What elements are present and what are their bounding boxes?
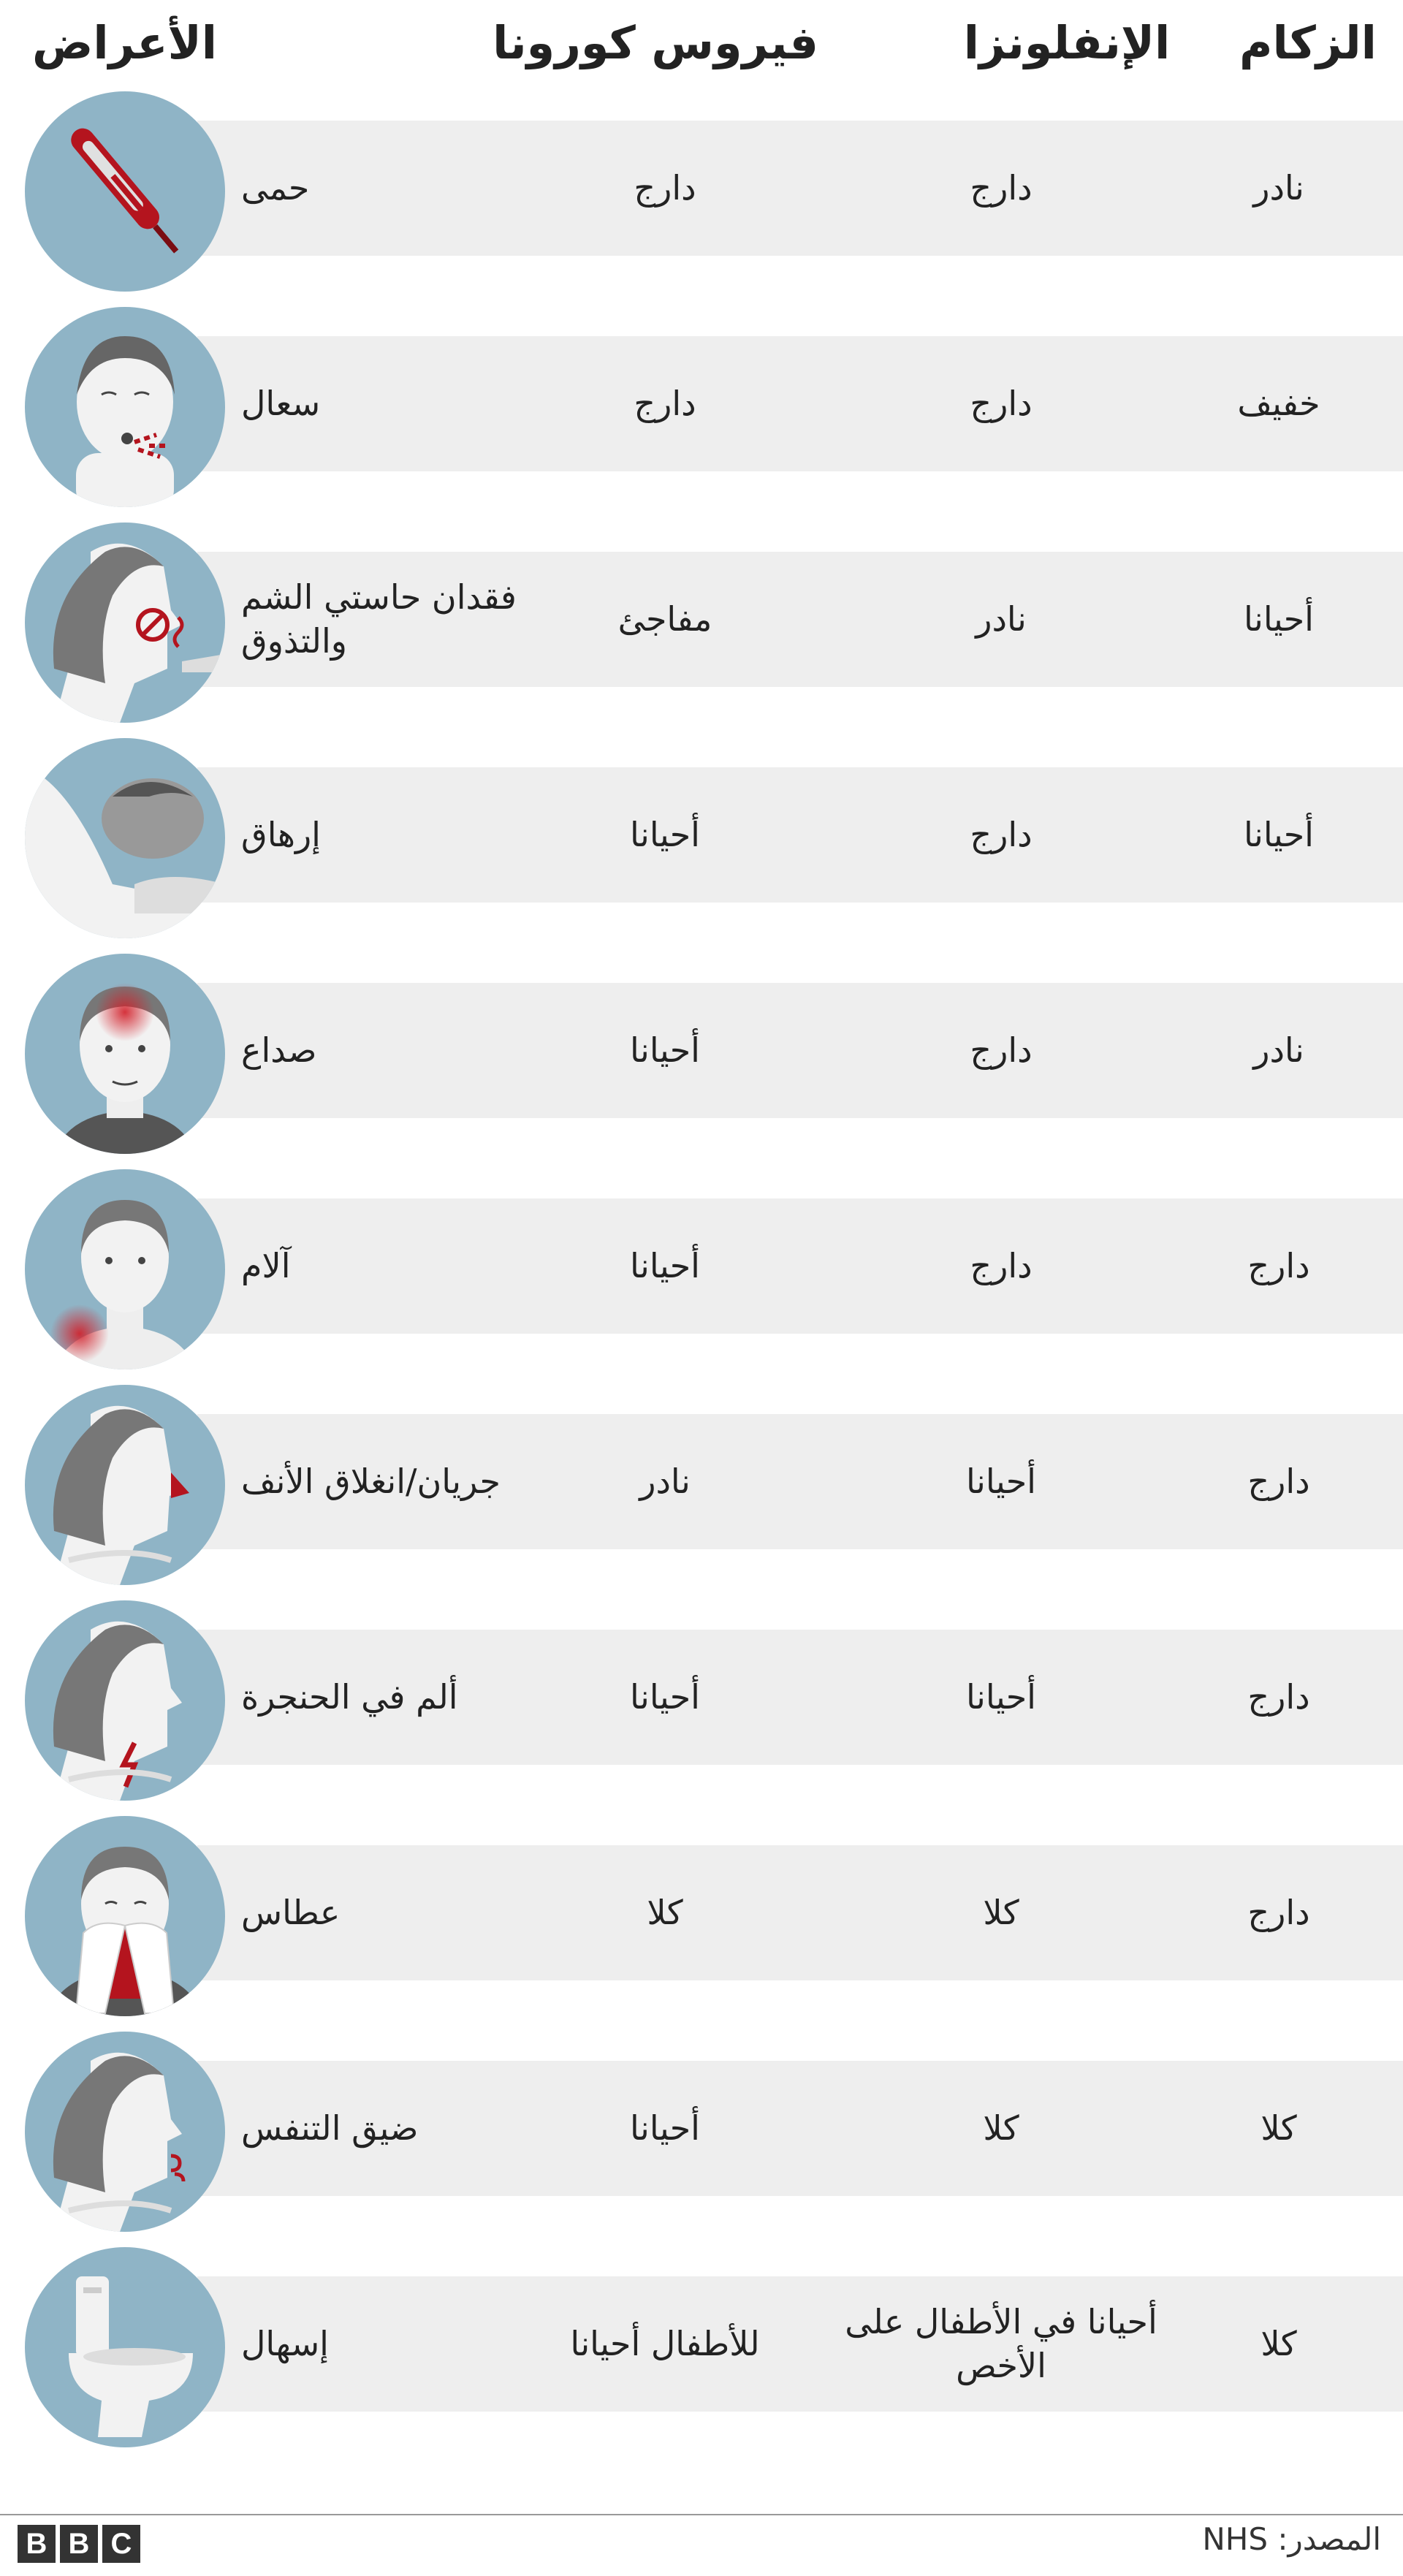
symptom-label: صداع [241,1030,317,1070]
symptom-label: ألم في الحنجرة [241,1676,458,1717]
covid-value: أحيانا [630,814,700,854]
cold-value: دارج [1247,1892,1310,1932]
footer-divider [0,2514,1403,2515]
symptom-label: عطاس [241,1892,341,1932]
covid-value: للأطفال أحيانا [570,2323,760,2363]
symptom-label: ضيق التنفس [241,2108,419,2148]
covid-value: أحيانا [630,1030,700,1070]
flu-value: دارج [970,814,1033,854]
flu-value: كلا [983,1892,1019,1932]
cold-value: دارج [1247,1676,1310,1717]
header-covid: فيروس كورونا [493,16,818,69]
flu-value: أحيانا [966,1676,1036,1717]
flu-value: دارج [970,1245,1033,1285]
table-row [0,1385,1403,1582]
table-row [0,2247,1403,2444]
table-row [0,1816,1403,2013]
flu-value: أحيانا [966,1461,1036,1501]
header-cold: الزكام [1239,16,1377,69]
table-row [0,738,1403,935]
header-flu: الإنفلونزا [963,16,1171,69]
symptom-label: جريان/انغلاق الأنف [241,1461,501,1501]
covid-value: نادر [639,1461,691,1501]
cold-value: أحيانا [1244,599,1314,639]
table-row [0,307,1403,504]
table-row [0,523,1403,720]
covid-value: أحيانا [630,2108,700,2148]
sore-throat-icon [25,1600,225,1801]
flu-value: دارج [970,167,1033,208]
cold-value: كلا [1261,2108,1297,2148]
symptom-label: آلام [241,1245,291,1285]
symptom-label: فقدان حاستي الشم والتذوق [241,577,517,661]
cold-value: نادر [1253,1030,1304,1070]
table-row [0,2032,1403,2229]
aches-icon [25,1169,225,1369]
table-row [0,954,1403,1151]
cold-value: خفيف [1237,383,1320,423]
covid-value: أحيانا [630,1676,700,1717]
symptom-label: إسهال [241,2323,329,2363]
fatigue-icon [25,738,225,938]
flu-value: كلا [983,2108,1019,2148]
table-row [0,1600,1403,1798]
bbc-logo-letter: B [18,2525,56,2563]
symptom-label: حمى [241,167,310,208]
covid-value: دارج [634,383,696,423]
thermometer-icon [25,91,225,292]
covid-value: مفاجئ [617,599,712,639]
covid-value: أحيانا [630,1245,700,1285]
cold-value: دارج [1247,1245,1310,1285]
cold-value: كلا [1261,2323,1297,2363]
cold-value: دارج [1247,1461,1310,1501]
table-row [0,1169,1403,1367]
bbc-logo-letter: C [102,2525,140,2563]
bbc-logo-letter: B [60,2525,98,2563]
flu-value: أحيانا في الأطفال على الأخص [845,2301,1157,2385]
flu-value: دارج [970,383,1033,423]
headache-icon [25,954,225,1154]
runny-nose-icon [25,1385,225,1585]
cold-value: أحيانا [1244,814,1314,854]
source-label: المصدر: NHS [1202,2521,1381,2557]
covid-value: كلا [647,1892,683,1932]
loss-of-smell-icon [25,523,225,723]
symptom-label: إرهاق [241,814,321,854]
table-row [0,91,1403,289]
sneezing-icon [25,1816,225,2016]
header-symptoms: الأعراض [32,16,217,69]
symptom-label: سعال [241,383,321,423]
toilet-icon [25,2247,225,2447]
flu-value: دارج [970,1030,1033,1070]
cold-value: نادر [1253,167,1304,208]
covid-value: دارج [634,167,696,208]
shortness-of-breath-icon [25,2032,225,2232]
cough-icon [25,307,225,507]
bbc-logo [18,2525,140,2563]
flu-value: نادر [976,599,1027,639]
